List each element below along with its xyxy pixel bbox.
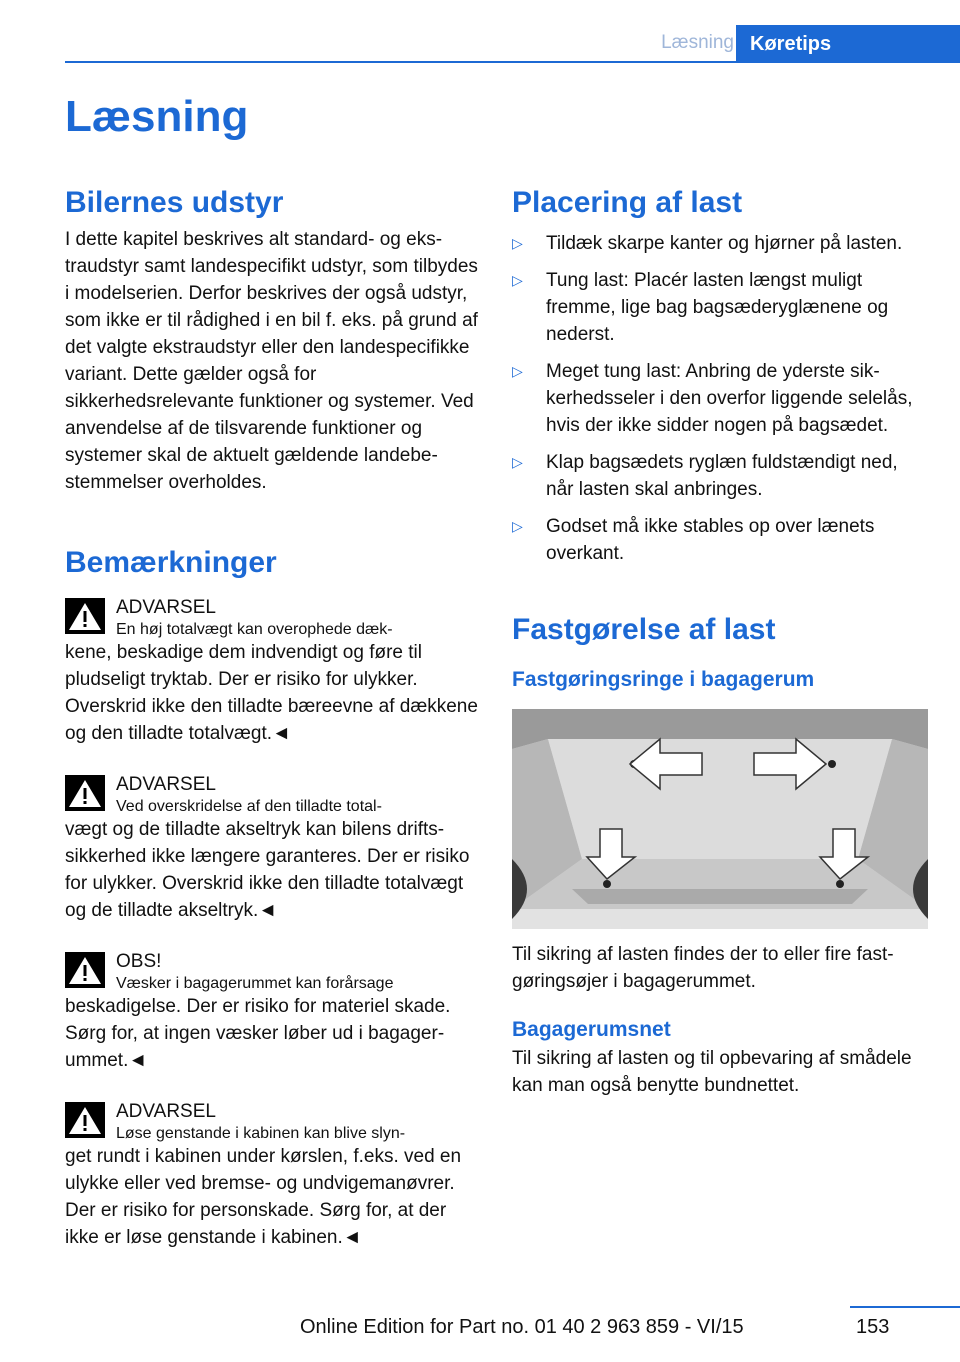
warning-triangle-icon bbox=[65, 952, 105, 988]
subheading-fastgoeringsringe: Fastgøringsringe i bagagerum bbox=[512, 668, 815, 691]
section-body-udstyr: I dette kapitel beskrives alt standard- og ekstraudstyr samt landespecifikt udstyr, som tilbydes i modelserien. Derfor beskrives der også udstyr, som ikke er til rådighed i en bil f. eks. på grund af det valgte ekstraudstyr eller den landespecifikke variant. Dette gælder også for sikkerhedsrelevante funktioner og systemer. Ved anvendelse af de tilsvarende funktioner og systemer skal de aktuelt gældende landebestemmelser overholdes. bbox=[65, 229, 478, 493]
warning-text-first: Ved overskridelse af den tilladte total- bbox=[116, 798, 382, 815]
triangle-bullet-icon: ▷ bbox=[512, 454, 523, 470]
left-column bbox=[65, 180, 481, 1251]
subheading-bagagerumsnet: Bagagerumsnet bbox=[512, 1018, 671, 1041]
footer-rule bbox=[850, 1306, 960, 1308]
triangle-bullet-icon: ▷ bbox=[512, 518, 523, 534]
section-heading-fastgoerelse: Fastgørelse af last bbox=[512, 613, 776, 646]
warning-triangle-icon bbox=[65, 1102, 105, 1138]
warning-text: kene, beskadige dem indvendigt og føre til pludseligt tryktab. Der er risiko for ulykker. Overskrid ikke den tilladte bæreevne af dækkene og den tilladte totalvægt.◄ bbox=[65, 642, 478, 744]
list-item: ▷ Tung last: Placér lasten længst muligt fremme, lige bag bagsæderyglænene og nederst. bbox=[512, 267, 928, 348]
trunk-tie-down-figure bbox=[512, 709, 928, 929]
section-heading-bemaerkninger: Bemærkninger bbox=[65, 546, 277, 579]
triangle-bullet-icon: ▷ bbox=[512, 235, 523, 251]
warning-label: ADVARSEL bbox=[116, 1101, 216, 1122]
warning-text: vægt og de tilladte akseltryk kan bilens driftssikkerhed ikke længere garanteres. Der er risiko for ulykker. Overskrid ikke den tilladte totalvægt og de tilladte akseltryk.◄ bbox=[65, 819, 470, 921]
header-rule bbox=[65, 61, 960, 63]
warning-block bbox=[65, 1098, 481, 1251]
page-number: 153 bbox=[856, 1316, 890, 1338]
warning-triangle-icon bbox=[65, 598, 105, 634]
list-item: ▷ Tildæk skarpe kanter og hjørner på lasten. bbox=[512, 230, 928, 257]
figure-caption: Til sikring af lasten findes der to eller fire fastgøringsøjer i bagagerummet. bbox=[512, 944, 894, 992]
notice-text-first: Væsker i bagagerummet kan forårsage bbox=[116, 975, 394, 992]
bullet-list bbox=[512, 230, 928, 567]
net-body: Til sikring af lasten og til opbevaring af smådele kan man også benytte bundnettet. bbox=[512, 1048, 912, 1096]
header-tab-koeretips[interactable]: Køretips bbox=[736, 25, 960, 63]
warning-triangle-icon bbox=[65, 775, 105, 811]
section-heading-udstyr: Bilernes udstyr bbox=[65, 186, 284, 219]
right-column bbox=[512, 180, 928, 1099]
warning-label: ADVARSEL bbox=[116, 597, 216, 618]
warning-text: get rundt i kabinen under kørslen, f.eks. ved en ulykke eller ved bremse- og undvigemanøvrer. Der er risiko for personskade. Sørg for, at der ikke er løse genstande i kabinen.◄ bbox=[65, 1146, 462, 1248]
notice-text: beskadigelse. Der er risiko for materiel skade. Sørg for, at ingen væsker løber ud i bagagerummet.◄ bbox=[65, 996, 451, 1071]
notice-label: OBS! bbox=[116, 951, 162, 972]
warning-text-first: En høj totalvægt kan overophede dæk- bbox=[116, 621, 393, 638]
page-title: Læsning bbox=[65, 92, 249, 141]
list-item: ▷ Godset må ikke stables op over lænets overkant. bbox=[512, 513, 928, 567]
triangle-bullet-icon: ▷ bbox=[512, 363, 523, 379]
notice-block bbox=[65, 948, 481, 1074]
list-item: ▷ Klap bagsædets ryglæn fuldstændigt ned, når lasten skal anbringes. bbox=[512, 449, 928, 503]
warning-text-first: Løse genstande i kabinen kan blive slyn- bbox=[116, 1125, 406, 1142]
warning-block bbox=[65, 594, 481, 747]
edition-line: Online Edition for Part no. 01 40 2 963 859 - VI/15 bbox=[300, 1316, 744, 1338]
warning-label: ADVARSEL bbox=[116, 774, 216, 795]
header-tab-laesning[interactable]: Læsning bbox=[661, 32, 734, 53]
triangle-bullet-icon: ▷ bbox=[512, 272, 523, 288]
warning-block bbox=[65, 771, 481, 924]
section-heading-placering: Placering af last bbox=[512, 186, 743, 219]
list-item: ▷ Meget tung last: Anbring de yderste sikkerhedsseler i den overfor liggende selelås, hvis der ikke sidder nogen på bagsædet. bbox=[512, 358, 928, 439]
